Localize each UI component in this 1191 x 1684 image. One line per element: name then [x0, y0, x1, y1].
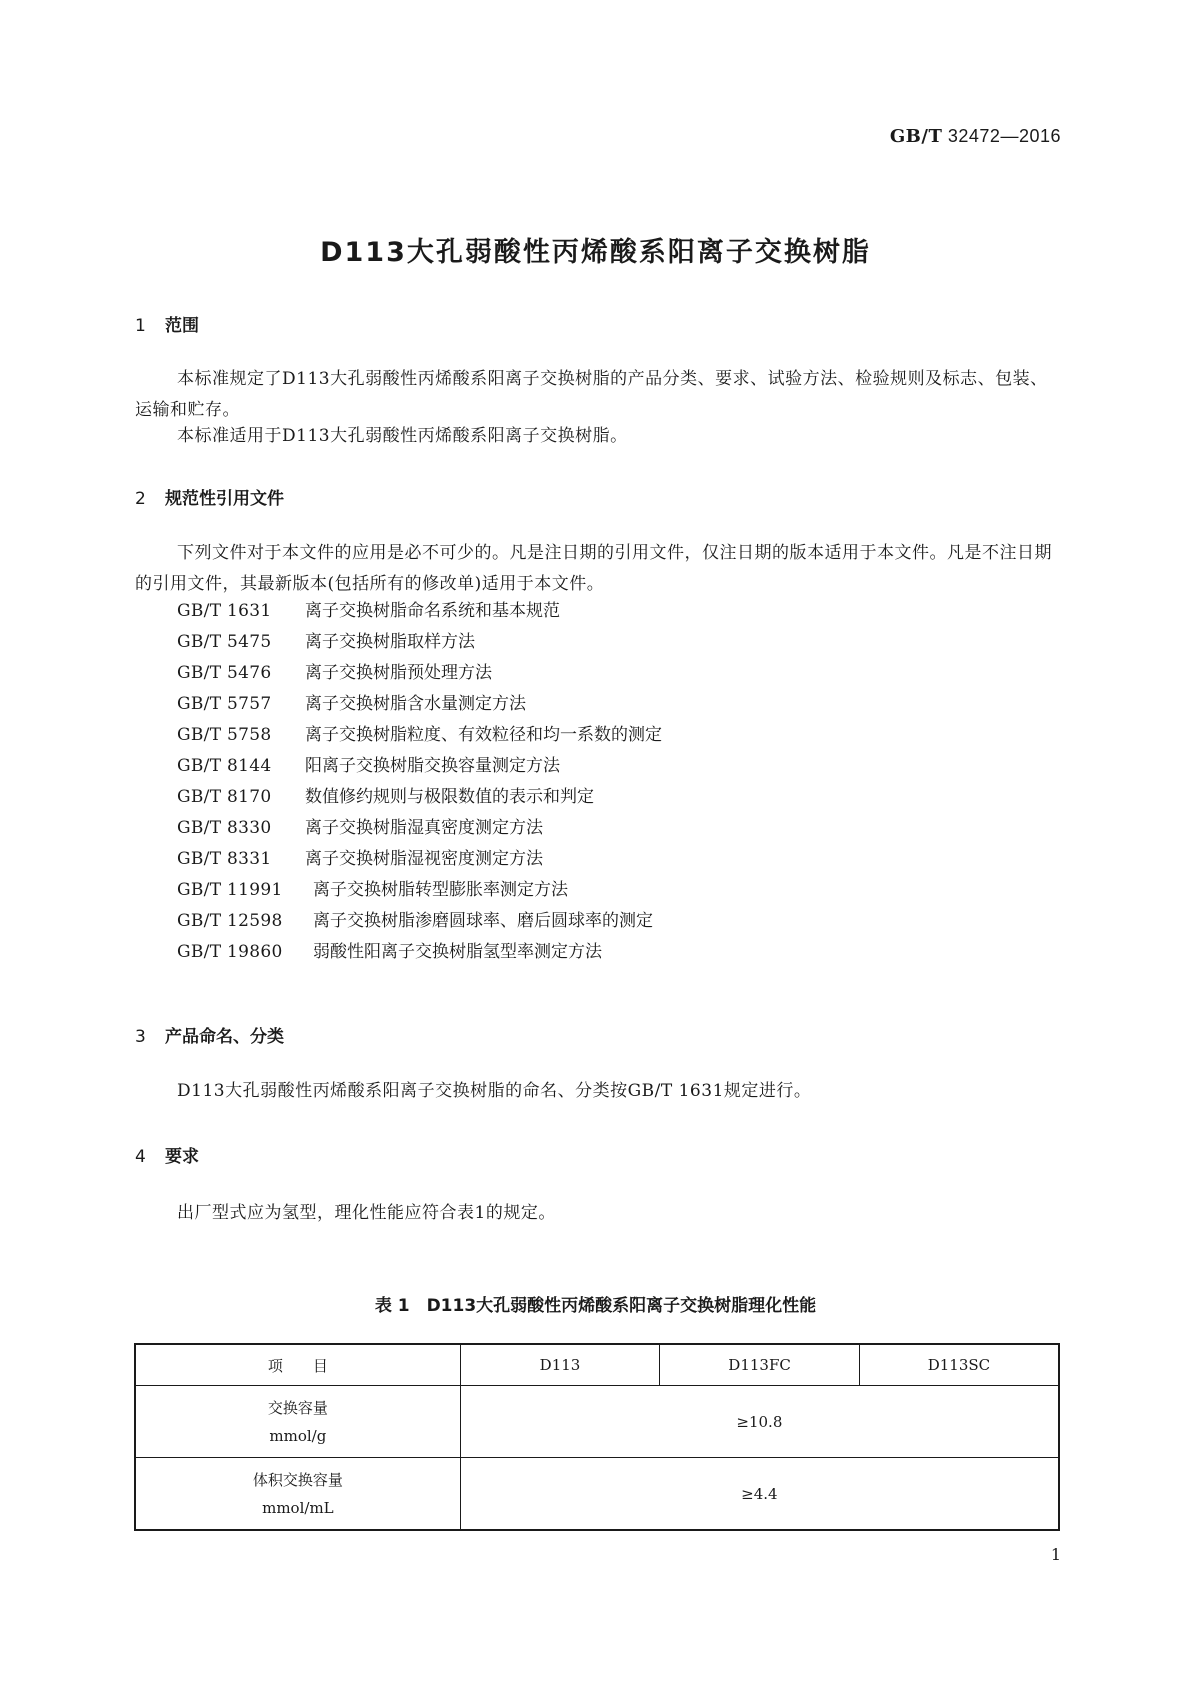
standard-code: 32472—2016 — [947, 126, 1061, 146]
reference-title: 离子交换树脂湿真密度测定方法 — [305, 818, 543, 838]
section-heading-1 — [135, 311, 199, 336]
reference-item — [177, 689, 526, 720]
table-row — [135, 1458, 1059, 1531]
reference-item — [177, 906, 653, 937]
spec-table — [134, 1343, 1060, 1531]
paragraph-text: D113大孔弱酸性丙烯酸系阳离子交换树脂的命名、分类按GB/T 1631规定进行。 — [177, 1081, 812, 1101]
reference-title: 数值修约规则与极限数值的表示和判定 — [305, 787, 594, 807]
reference-code: GB/T 5476 — [177, 663, 272, 683]
section-number: 1 — [135, 316, 146, 336]
header-d113fc: D113FC — [660, 1344, 860, 1386]
reference-title: 离子交换树脂命名系统和基本规范 — [305, 601, 560, 621]
header-d113sc: D113SC — [859, 1344, 1059, 1386]
row-value: ≥10.8 — [460, 1386, 1059, 1458]
reference-title: 离子交换树脂渗磨圆球率、磨后圆球率的测定 — [313, 911, 653, 931]
reference-title: 离子交换树脂含水量测定方法 — [305, 694, 526, 714]
reference-code: GB/T 5475 — [177, 632, 272, 652]
standard-prefix: GB/T — [889, 126, 943, 147]
naming-paragraph — [135, 1076, 1061, 1107]
reference-code: GB/T 8330 — [177, 818, 272, 838]
reference-title: 离子交换树脂转型膨胀率测定方法 — [313, 880, 568, 900]
section-number: 2 — [135, 489, 146, 509]
reference-code: GB/T 8170 — [177, 787, 272, 807]
reference-title: 离子交换树脂预处理方法 — [305, 663, 492, 683]
reference-title: 离子交换树脂湿视密度测定方法 — [305, 849, 543, 869]
reference-code: GB/T 19860 — [177, 942, 283, 962]
section-number: 4 — [135, 1147, 146, 1167]
reference-code: GB/T 5757 — [177, 694, 272, 714]
reference-title: 离子交换树脂取样方法 — [305, 632, 475, 652]
reference-code: GB/T 8144 — [177, 756, 272, 776]
standard-number — [890, 126, 1061, 147]
reference-title: 阳离子交换树脂交换容量测定方法 — [305, 756, 560, 776]
paragraph-text: 本标准适用于D113大孔弱酸性丙烯酸系阳离子交换树脂。 — [177, 426, 628, 446]
row-item-name: 交换容量 — [267, 1398, 328, 1417]
section-number: 3 — [135, 1027, 146, 1047]
reference-code: GB/T 1631 — [177, 601, 272, 621]
reference-item — [177, 875, 568, 906]
section-title: 范围 — [165, 316, 199, 336]
paragraph-text: 出厂型式应为氢型，理化性能应符合表1的规定。 — [177, 1203, 556, 1223]
normative-intro — [135, 538, 1061, 600]
section-heading-2 — [135, 484, 284, 509]
reference-item — [177, 782, 594, 813]
document-title: D113大孔弱酸性丙烯酸系阳离子交换树脂 — [320, 237, 871, 268]
section-title: 规范性引用文件 — [165, 489, 284, 509]
table-row — [135, 1386, 1059, 1458]
reference-code: GB/T 5758 — [177, 725, 272, 745]
reference-item — [177, 720, 662, 751]
reference-item — [177, 813, 543, 844]
reference-item — [177, 627, 475, 658]
section-title: 要求 — [165, 1147, 199, 1167]
row-item-unit: mmol/mL — [262, 1498, 334, 1517]
reference-title: 弱酸性阳离子交换树脂氢型率测定方法 — [313, 942, 602, 962]
row-item-name: 体积交换容量 — [252, 1470, 343, 1489]
page-number: 1 — [1050, 1545, 1061, 1564]
reference-code: GB/T 11991 — [177, 880, 283, 900]
header-item: 项 目 — [135, 1344, 460, 1386]
reference-code: GB/T 8331 — [177, 849, 272, 869]
section-heading-4 — [135, 1142, 199, 1167]
reference-item — [177, 844, 543, 875]
row-item-cell — [135, 1386, 460, 1458]
paragraph-text: 下列文件对于本文件的应用是必不可少的。凡是注日期的引用文件，仅注日期的版本适用于本文件。凡是不注日期的引用文件，其最新版本(包括所有的修改单)适用于本文件。 — [135, 543, 1052, 594]
section-heading-3 — [135, 1022, 284, 1047]
header-d113: D113 — [460, 1344, 660, 1386]
row-item-cell — [135, 1458, 460, 1531]
row-value: ≥4.4 — [460, 1458, 1059, 1531]
requirements-paragraph — [135, 1198, 1061, 1229]
scope-paragraph-2 — [135, 421, 1061, 452]
reference-code: GB/T 12598 — [177, 911, 283, 931]
reference-item — [177, 751, 560, 782]
reference-item — [177, 658, 492, 689]
table-caption: 表 1 D113大孔弱酸性丙烯酸系阳离子交换树脂理化性能 — [374, 1296, 817, 1316]
reference-item — [177, 596, 560, 627]
paragraph-text: 本标准规定了D113大孔弱酸性丙烯酸系阳离子交换树脂的产品分类、要求、试验方法、检验规则及标志、包装、运输和贮存。 — [135, 369, 1048, 420]
row-item-unit: mmol/g — [269, 1426, 327, 1445]
reference-item — [177, 937, 602, 968]
scope-paragraph-1 — [135, 364, 1061, 426]
reference-title: 离子交换树脂粒度、有效粒径和均一系数的测定 — [305, 725, 662, 745]
table-header-row — [135, 1344, 1059, 1386]
section-title: 产品命名、分类 — [165, 1027, 284, 1047]
